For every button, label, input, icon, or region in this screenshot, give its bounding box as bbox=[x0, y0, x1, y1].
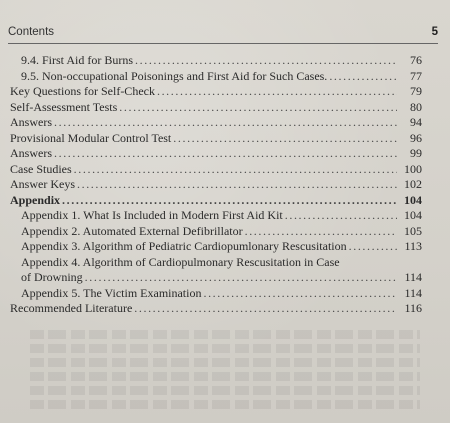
toc-entry bbox=[10, 208, 422, 224]
toc-entry bbox=[10, 162, 422, 178]
toc-entry bbox=[10, 53, 422, 69]
toc-entry-label: Appendix 2. Automated External Defibrillator bbox=[21, 223, 243, 238]
show-through-text bbox=[30, 325, 420, 423]
toc-entry-label: Recommended Literature bbox=[10, 301, 133, 315]
dot-leader bbox=[54, 115, 397, 131]
dot-leader bbox=[62, 193, 397, 209]
toc-entry bbox=[10, 115, 422, 131]
dot-leader bbox=[54, 146, 397, 162]
toc-entry-page: 79 bbox=[410, 84, 422, 98]
page-number: 5 bbox=[431, 26, 438, 38]
toc-entry-page: 104 bbox=[404, 208, 422, 222]
toc-entry-label: Case Studies bbox=[10, 161, 72, 176]
running-head-title: Contents bbox=[8, 26, 55, 38]
toc-entry bbox=[10, 84, 422, 100]
toc-entry-page: 116 bbox=[404, 301, 422, 315]
toc-entry-label: Appendix 1. What Is Included in Modern First Aid Kit bbox=[21, 208, 283, 222]
dot-leader bbox=[135, 53, 397, 69]
toc-entry bbox=[10, 239, 422, 255]
toc-entry-appendix-heading bbox=[10, 193, 422, 209]
toc-entry bbox=[10, 301, 422, 317]
toc-entry bbox=[10, 146, 422, 162]
toc-entry bbox=[10, 177, 422, 193]
toc-entry-label: Key Questions for Self-Check bbox=[10, 84, 155, 98]
toc-entry bbox=[10, 286, 422, 302]
toc-entry bbox=[10, 69, 422, 85]
dot-leader bbox=[329, 69, 397, 85]
dot-leader bbox=[157, 84, 397, 100]
toc-entry-page: 100 bbox=[404, 161, 422, 176]
toc-entry-label: 9.4. First Aid for Burns bbox=[21, 53, 134, 67]
toc-entry bbox=[10, 270, 422, 286]
toc-entry-page: 77 bbox=[410, 68, 422, 83]
toc-entry-page: 105 bbox=[404, 223, 422, 238]
toc-entry bbox=[10, 100, 422, 116]
header-rule bbox=[8, 43, 438, 44]
toc-entry-label: Appendix 5. The Victim Examination bbox=[21, 285, 202, 300]
page-header bbox=[8, 26, 438, 44]
toc-entry-page: 96 bbox=[410, 130, 422, 145]
dot-leader bbox=[203, 286, 397, 302]
toc-entry-page: 102 bbox=[404, 177, 422, 191]
toc-entry-page: 113 bbox=[404, 239, 422, 253]
toc-entry-label: Appendix bbox=[10, 192, 61, 207]
dot-leader bbox=[285, 208, 397, 224]
toc-entry-page: 104 bbox=[404, 192, 422, 207]
toc-entry-page: 99 bbox=[410, 146, 422, 160]
toc-entry-page: 114 bbox=[404, 270, 422, 284]
dot-leader bbox=[245, 224, 397, 240]
dot-leader bbox=[173, 131, 397, 147]
toc-entry-label: Answers bbox=[10, 146, 52, 160]
toc-entry-label: Self-Assessment Tests bbox=[10, 99, 118, 114]
dot-leader bbox=[77, 177, 397, 193]
toc-entry-label: 9.5. Non-occupational Poisonings and First Aid for Such Cases. bbox=[21, 68, 328, 83]
dot-leader bbox=[85, 270, 397, 286]
toc-entry-label: Answers bbox=[10, 115, 52, 129]
table-of-contents bbox=[10, 53, 422, 317]
toc-entry bbox=[10, 224, 422, 240]
toc-entry-label-line2: of Drowning bbox=[21, 270, 83, 284]
toc-entry-page: 80 bbox=[410, 99, 422, 114]
toc-entry bbox=[10, 131, 422, 147]
toc-entry-label: Appendix 3. Algorithm of Pediatric Cardiopumlonary Rescusitation bbox=[21, 239, 347, 253]
dot-leader bbox=[119, 100, 397, 116]
toc-entry-label: Provisional Modular Control Test bbox=[10, 130, 172, 145]
dot-leader bbox=[74, 162, 397, 178]
toc-entry-label: Answer Keys bbox=[10, 177, 75, 191]
dot-leader bbox=[349, 239, 397, 255]
toc-entry-page: 76 bbox=[410, 53, 422, 67]
toc-entry-page: 94 bbox=[410, 115, 422, 129]
toc-entry-page: 114 bbox=[404, 285, 422, 300]
toc-entry-label-line1: Appendix 4. Algorithm of Cardiopulmonary Rescusitation in Case bbox=[21, 254, 340, 269]
dot-leader bbox=[134, 301, 397, 317]
